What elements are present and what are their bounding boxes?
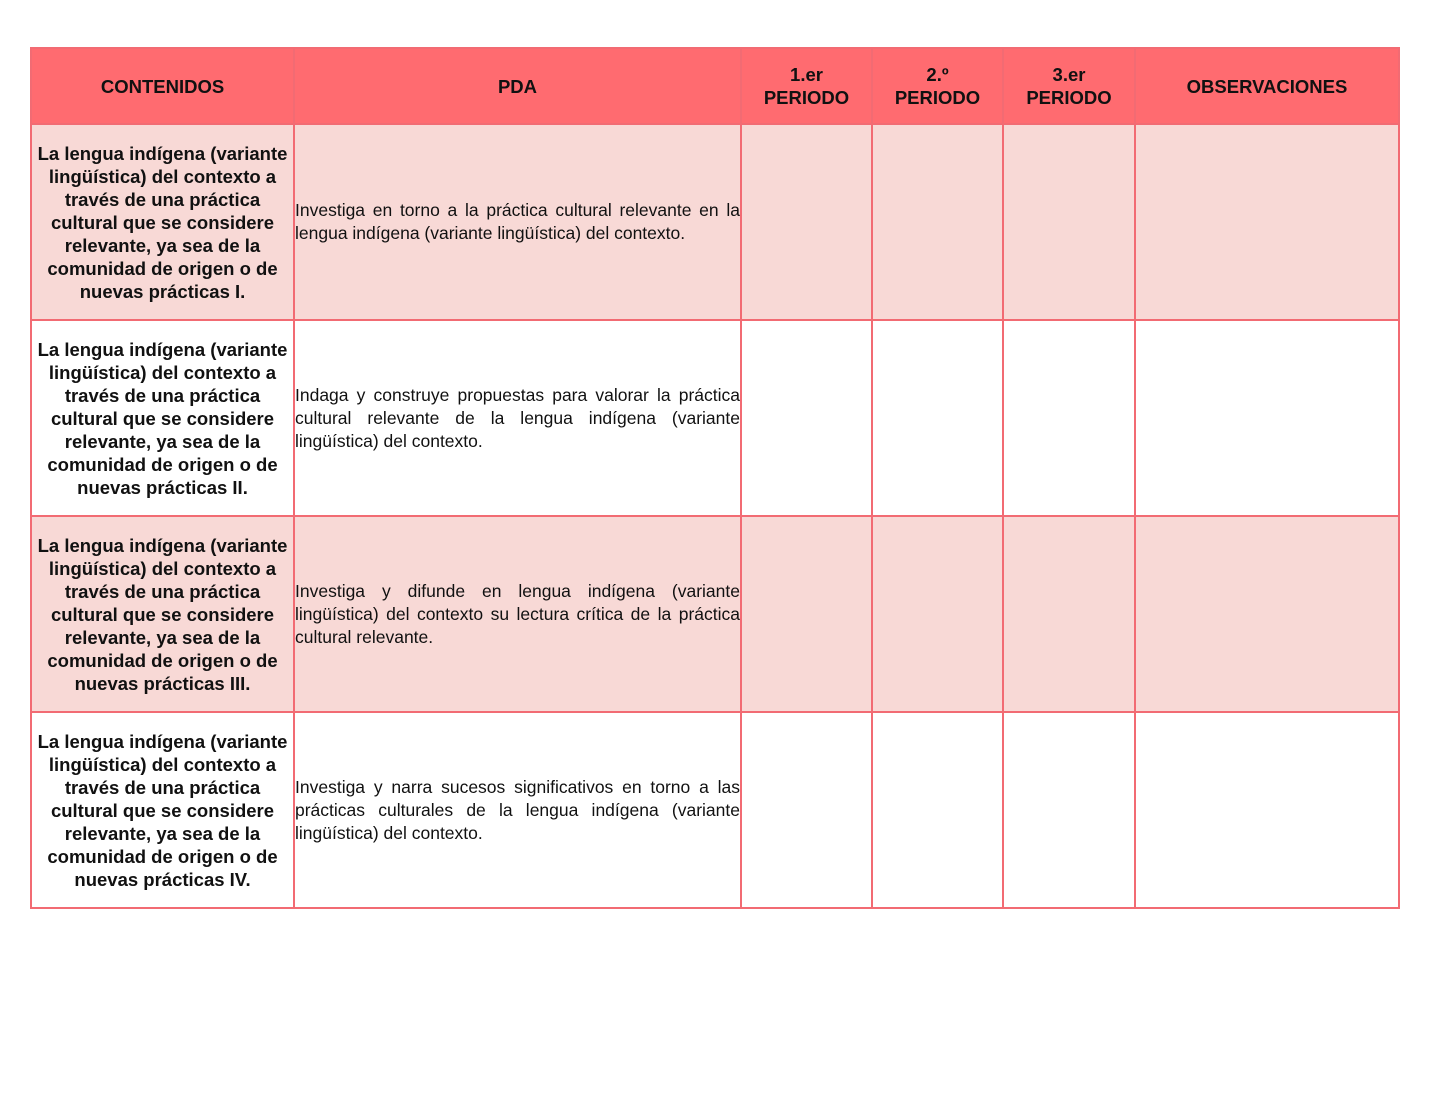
periodo-2-cell[interactable] bbox=[872, 712, 1003, 908]
header-periodo-1-label: PERIODO bbox=[763, 87, 850, 108]
periodo-2-cell[interactable] bbox=[872, 320, 1003, 516]
observaciones-cell[interactable] bbox=[1135, 516, 1399, 712]
header-periodo-3-label: PERIODO bbox=[1026, 87, 1112, 108]
pda-cell: Indaga y construye propuestas para valorar la práctica cultural relevante de la lengua indígena (variante lingüística) del contexto. bbox=[294, 320, 741, 516]
contenido-cell: La lengua indígena (variante lingüística) del contexto a través de una práctica cultural que se considere relevante, ya sea de la comunidad de origen o de nuevas prácticas IV. bbox=[31, 712, 294, 908]
periodo-1-cell[interactable] bbox=[741, 712, 872, 908]
table-row bbox=[31, 712, 1399, 908]
header-periodo-1 bbox=[741, 48, 872, 124]
periodo-3-cell[interactable] bbox=[1003, 124, 1135, 320]
periodo-3-cell[interactable] bbox=[1003, 712, 1135, 908]
header-periodo-2-label: PERIODO bbox=[894, 87, 981, 108]
header-periodo-1-number: 1.er bbox=[790, 64, 823, 85]
periodo-3-cell[interactable] bbox=[1003, 516, 1135, 712]
header-observaciones: OBSERVACIONES bbox=[1135, 48, 1399, 124]
contenido-cell: La lengua indígena (variante lingüística) del contexto a través de una práctica cultural que se considere relevante, ya sea de la comunidad de origen o de nuevas prácticas I. bbox=[31, 124, 294, 320]
observaciones-cell[interactable] bbox=[1135, 124, 1399, 320]
observaciones-cell[interactable] bbox=[1135, 712, 1399, 908]
pda-cell: Investiga y difunde en lengua indígena (variante lingüística) del contexto su lectura crítica de la práctica cultural relevante. bbox=[294, 516, 741, 712]
header-periodo-3-number: 3.er bbox=[1052, 64, 1086, 85]
header-periodo-2 bbox=[872, 48, 1003, 124]
pda-cell: Investiga y narra sucesos significativos en torno a las prácticas culturales de la lengua indígena (variante lingüística) del contexto. bbox=[294, 712, 741, 908]
periodo-1-cell[interactable] bbox=[741, 320, 872, 516]
evaluation-table bbox=[30, 47, 1400, 909]
header-pda: PDA bbox=[294, 48, 741, 124]
table-row bbox=[31, 320, 1399, 516]
header-row bbox=[31, 48, 1399, 124]
table-row bbox=[31, 124, 1399, 320]
header-periodo-3 bbox=[1003, 48, 1135, 124]
periodo-2-cell[interactable] bbox=[872, 124, 1003, 320]
contenido-cell: La lengua indígena (variante lingüística) del contexto a través de una práctica cultural que se considere relevante, ya sea de la comunidad de origen o de nuevas prácticas III. bbox=[31, 516, 294, 712]
observaciones-cell[interactable] bbox=[1135, 320, 1399, 516]
periodo-3-cell[interactable] bbox=[1003, 320, 1135, 516]
pda-cell: Investiga en torno a la práctica cultural relevante en la lengua indígena (variante lingüística) del contexto. bbox=[294, 124, 741, 320]
header-contenidos: CONTENIDOS bbox=[31, 48, 294, 124]
periodo-1-cell[interactable] bbox=[741, 124, 872, 320]
table-row bbox=[31, 516, 1399, 712]
periodo-2-cell[interactable] bbox=[872, 516, 1003, 712]
contenido-cell: La lengua indígena (variante lingüística) del contexto a través de una práctica cultural que se considere relevante, ya sea de la comunidad de origen o de nuevas prácticas II. bbox=[31, 320, 294, 516]
periodo-1-cell[interactable] bbox=[741, 516, 872, 712]
header-periodo-2-number: 2.º bbox=[926, 64, 949, 85]
